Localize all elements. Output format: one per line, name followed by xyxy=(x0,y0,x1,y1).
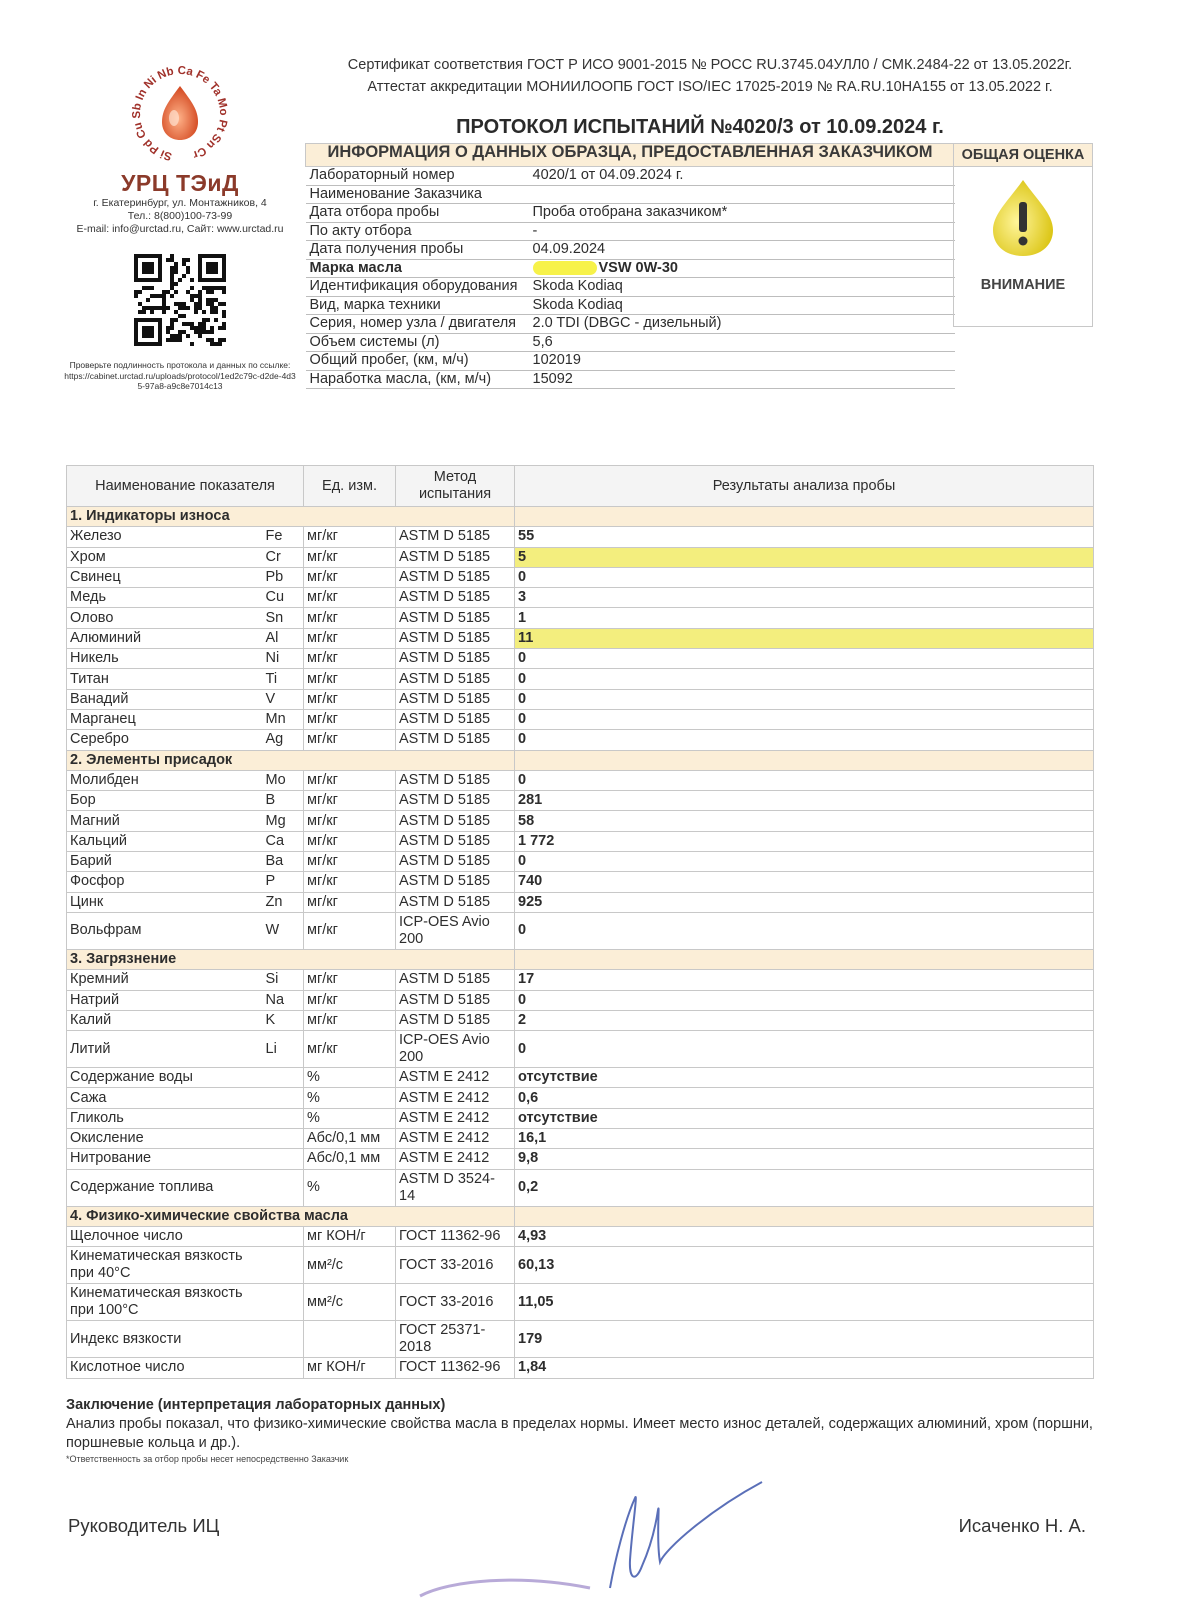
conclusion-note: *Ответственность за отбор пробы несет непосредственно Заказчик xyxy=(66,1454,349,1464)
unit-cell: мм²/с xyxy=(304,1247,396,1284)
indicator-name: Хром xyxy=(67,547,263,567)
element-symbol: B xyxy=(263,791,304,811)
sample-info-row xyxy=(306,241,955,260)
sample-info-row xyxy=(306,333,955,352)
indicator-name: Кремний xyxy=(67,970,263,990)
result-cell: 1 xyxy=(515,608,1094,628)
method-cell: ASTM D 5185 xyxy=(396,990,515,1010)
indicator-name: Серебро xyxy=(67,730,263,750)
method-cell: ASTM E 2412 xyxy=(396,1088,515,1108)
assessment-header: ОБЩАЯ ОЦЕНКА xyxy=(954,144,1092,167)
conclusion xyxy=(66,1396,1096,1465)
element-symbol: Ni xyxy=(263,649,304,669)
company-logo xyxy=(120,58,240,168)
sample-info-row xyxy=(306,204,955,223)
sample-info-key: Идентификация оборудования xyxy=(306,278,529,297)
element-symbol xyxy=(263,1129,304,1149)
oil-drop-logo-icon xyxy=(120,58,240,168)
indicator-name: Свинец xyxy=(67,567,263,587)
table-row xyxy=(67,1010,1094,1030)
sample-info-key: Наработка масла, (км, м/ч) xyxy=(306,370,529,389)
table-row xyxy=(67,1068,1094,1088)
indicator-name: Алюминий xyxy=(67,628,263,648)
section-header-row xyxy=(67,750,1094,770)
method-cell: ICP-OES Avio 200 xyxy=(396,1031,515,1068)
sample-info-key: Общий пробег, (км, м/ч) xyxy=(306,352,529,371)
unit-cell: мг/кг xyxy=(304,527,396,547)
sample-info-value: Skoda Kodiaq xyxy=(529,278,955,297)
section-title: 1. Индикаторы износа xyxy=(67,507,515,527)
table-row xyxy=(67,872,1094,892)
sample-info-row xyxy=(306,167,955,186)
element-symbol: P xyxy=(263,872,304,892)
result-cell: 0 xyxy=(515,730,1094,750)
indicator-name: Железо xyxy=(67,527,263,547)
indicator-name: Цинк xyxy=(67,892,263,912)
table-row xyxy=(67,770,1094,790)
verify-url[interactable]: https://cabinet.urctad.ru/uploads/protocol/1ed2c79c-d2de-4d35-97a8-a9c8e7014c13 xyxy=(64,370,296,391)
method-cell: ГОСТ 33-2016 xyxy=(396,1247,515,1284)
unit-cell: мм²/с xyxy=(304,1284,396,1321)
unit-cell: мг/кг xyxy=(304,770,396,790)
table-row xyxy=(67,1149,1094,1169)
indicator-name: Олово xyxy=(67,608,263,628)
table-row xyxy=(67,852,1094,872)
company-phone: Тел.: 8(800)100-73-99 xyxy=(127,210,233,222)
table-row xyxy=(67,1129,1094,1149)
table-row xyxy=(67,990,1094,1010)
element-symbol: W xyxy=(263,912,304,949)
sample-info-row xyxy=(306,315,955,334)
method-cell: ASTM D 5185 xyxy=(396,689,515,709)
oil-brand-value: VSW 0W-30 xyxy=(598,259,678,276)
unit-cell: % xyxy=(304,1088,396,1108)
element-symbol: K xyxy=(263,1010,304,1030)
assessment-label: ВНИМАНИЕ xyxy=(980,277,1066,293)
unit-cell: % xyxy=(304,1068,396,1088)
unit-cell: Абс/0,1 мм xyxy=(304,1129,396,1149)
method-cell: ASTM D 3524-14 xyxy=(396,1169,515,1206)
method-cell: ASTM E 2412 xyxy=(396,1149,515,1169)
table-row xyxy=(67,1321,1094,1358)
table-row xyxy=(67,669,1094,689)
head-label: Руководитель ИЦ xyxy=(68,1515,220,1536)
element-symbol: Si xyxy=(263,970,304,990)
warning-drop-icon xyxy=(989,178,1057,258)
company-name: УРЦ ТЭиД xyxy=(121,170,239,196)
element-symbol: Cu xyxy=(263,588,304,608)
result-cell: 2 xyxy=(515,1010,1094,1030)
unit-cell: Абс/0,1 мм xyxy=(304,1149,396,1169)
element-symbol: Ag xyxy=(263,730,304,750)
col-header-result: Результаты анализа пробы xyxy=(515,466,1094,507)
result-cell: 0 xyxy=(515,1031,1094,1068)
indicator-name: Марганец xyxy=(67,709,263,729)
results-table xyxy=(66,465,1094,1379)
result-cell: 0 xyxy=(515,990,1094,1010)
table-row xyxy=(67,791,1094,811)
element-symbol: Fe xyxy=(263,527,304,547)
element-symbol: Na xyxy=(263,990,304,1010)
result-cell: 0 xyxy=(515,852,1094,872)
col-header-method: Метод испытания xyxy=(396,466,515,507)
table-row xyxy=(67,1169,1094,1206)
unit-cell: мг КОН/г xyxy=(304,1358,396,1378)
method-cell: ASTM D 5185 xyxy=(396,628,515,648)
sample-info-row xyxy=(306,259,955,278)
method-cell: ГОСТ 25371-2018 xyxy=(396,1321,515,1358)
table-row xyxy=(67,1358,1094,1378)
indicator-name: Медь xyxy=(67,588,263,608)
sample-info-value: 5,6 xyxy=(529,333,955,352)
unit-cell: мг/кг xyxy=(304,709,396,729)
result-cell: 281 xyxy=(515,791,1094,811)
method-cell: ASTM D 5185 xyxy=(396,970,515,990)
unit-cell: мг/кг xyxy=(304,852,396,872)
table-row xyxy=(67,912,1094,949)
logo-elements-text: Si Pd Cu Sb In Ni Nb Ca Fe Ta Mo Pt Sn Cr xyxy=(130,64,230,163)
method-cell: ASTM D 5185 xyxy=(396,547,515,567)
table-row xyxy=(67,1108,1094,1128)
company-block xyxy=(60,58,300,392)
indicator-name: Щелочное число xyxy=(67,1226,263,1246)
conclusion-title: Заключение (интерпретация лабораторных данных) xyxy=(66,1397,446,1413)
unit-cell: мг/кг xyxy=(304,892,396,912)
table-row xyxy=(67,709,1094,729)
sample-info-value: 2.0 TDI (DBGC - дизельный) xyxy=(529,315,955,334)
element-symbol: Ti xyxy=(263,669,304,689)
sample-info-key: Дата отбора пробы xyxy=(306,204,529,223)
unit-cell: мг/кг xyxy=(304,689,396,709)
unit-cell: мг/кг xyxy=(304,669,396,689)
section-header-row xyxy=(67,1206,1094,1226)
element-symbol xyxy=(263,1358,304,1378)
element-symbol xyxy=(263,1068,304,1088)
sample-info-key: Серия, номер узла / двигателя xyxy=(306,315,529,334)
result-cell: 0 xyxy=(515,912,1094,949)
indicator-name: Кинематическая вязкость при 100°С xyxy=(67,1284,263,1321)
sample-info-value xyxy=(529,259,955,278)
method-cell: ГОСТ 11362-96 xyxy=(396,1358,515,1378)
result-cell: 1,84 xyxy=(515,1358,1094,1378)
indicator-name: Сажа xyxy=(67,1088,263,1108)
protocol-title: ПРОТОКОЛ ИСПЫТАНИЙ №4020/3 от 10.09.2024 г. xyxy=(456,116,944,138)
sample-info-table xyxy=(305,143,955,389)
result-cell: 925 xyxy=(515,892,1094,912)
sample-info-value: Проба отобрана заказчиком* xyxy=(529,204,955,223)
table-row xyxy=(67,1284,1094,1321)
section-header-row xyxy=(67,949,1094,969)
sample-info-value: 04.09.2024 xyxy=(529,241,955,260)
unit-cell: мг/кг xyxy=(304,567,396,587)
section-title: 2. Элементы присадок xyxy=(67,750,515,770)
unit-cell: мг/кг xyxy=(304,990,396,1010)
col-header-unit: Ед. изм. xyxy=(304,466,396,507)
result-cell: 179 xyxy=(515,1321,1094,1358)
element-symbol xyxy=(263,1321,304,1358)
element-symbol: Mn xyxy=(263,709,304,729)
method-cell: ICP-OES Avio 200 xyxy=(396,912,515,949)
table-row xyxy=(67,831,1094,851)
table-row xyxy=(67,811,1094,831)
element-symbol xyxy=(263,1226,304,1246)
section-result-cell xyxy=(515,949,1094,969)
result-cell: 16,1 xyxy=(515,1129,1094,1149)
method-cell: ASTM D 5185 xyxy=(396,709,515,729)
result-cell: 11 xyxy=(515,628,1094,648)
section-header-row xyxy=(67,507,1094,527)
element-symbol xyxy=(263,1169,304,1206)
indicator-name: Ванадий xyxy=(67,689,263,709)
verify-block xyxy=(60,360,300,392)
table-row xyxy=(67,567,1094,587)
indicator-name: Содержание воды xyxy=(67,1068,263,1088)
result-cell: 0 xyxy=(515,669,1094,689)
element-symbol xyxy=(263,1108,304,1128)
sample-info-key: Наименование Заказчика xyxy=(306,185,529,204)
indicator-name: Калий xyxy=(67,1010,263,1030)
element-symbol xyxy=(263,1284,304,1321)
indicator-name: Содержание топлива xyxy=(67,1169,263,1206)
table-row xyxy=(67,892,1094,912)
company-email: E-mail: info@urctad.ru, Сайт: www.urctad.ru xyxy=(76,223,284,235)
section-result-cell xyxy=(515,750,1094,770)
company-address: г. Екатеринбург, ул. Монтажников, 4 xyxy=(93,197,267,209)
result-cell: 0,2 xyxy=(515,1169,1094,1206)
method-cell: ASTM D 5185 xyxy=(396,831,515,851)
sample-info-value: Skoda Kodiaq xyxy=(529,296,955,315)
method-cell: ASTM D 5185 xyxy=(396,852,515,872)
indicator-name: Кислотное число xyxy=(67,1358,263,1378)
result-cell: 0 xyxy=(515,649,1094,669)
indicator-name: Никель xyxy=(67,649,263,669)
table-row xyxy=(67,527,1094,547)
unit-cell: мг/кг xyxy=(304,628,396,648)
method-cell: ASTM D 5185 xyxy=(396,872,515,892)
table-row xyxy=(67,547,1094,567)
result-cell: 740 xyxy=(515,872,1094,892)
sample-info-row xyxy=(306,185,955,204)
result-cell: 4,93 xyxy=(515,1226,1094,1246)
sample-info-row xyxy=(306,222,955,241)
element-symbol: Cr xyxy=(263,547,304,567)
element-symbol xyxy=(263,1088,304,1108)
result-cell: 60,13 xyxy=(515,1247,1094,1284)
table-row xyxy=(67,588,1094,608)
overall-assessment xyxy=(953,143,1093,327)
sample-info-row xyxy=(306,352,955,371)
result-cell: 5 xyxy=(515,547,1094,567)
unit-cell: мг/кг xyxy=(304,649,396,669)
table-row xyxy=(67,730,1094,750)
result-cell: 17 xyxy=(515,970,1094,990)
indicator-name: Литий xyxy=(67,1031,263,1068)
result-cell: 0 xyxy=(515,709,1094,729)
unit-cell: мг/кг xyxy=(304,608,396,628)
unit-cell: мг КОН/г xyxy=(304,1226,396,1246)
head-name: Исаченко Н. А. xyxy=(958,1515,1086,1536)
method-cell: ASTM D 5185 xyxy=(396,791,515,811)
col-header-indicator: Наименование показателя xyxy=(67,466,304,507)
qr-code-icon[interactable] xyxy=(134,254,226,346)
indicator-name: Вольфрам xyxy=(67,912,263,949)
sample-info-value: - xyxy=(529,222,955,241)
certificate-line-2: Аттестат аккредитации МОНИИЛООПБ ГОСТ ISO/IEC 17025-2019 № RA.RU.10НА155 от 13.05.2022 г. xyxy=(367,79,1053,95)
indicator-name: Натрий xyxy=(67,990,263,1010)
method-cell: ASTM D 5185 xyxy=(396,770,515,790)
table-row xyxy=(67,649,1094,669)
unit-cell: мг/кг xyxy=(304,811,396,831)
result-cell: 0 xyxy=(515,567,1094,587)
sample-info-key: Объем системы (л) xyxy=(306,333,529,352)
verify-text: Проверьте подлинность протокола и данных по ссылке: xyxy=(69,360,291,370)
unit-cell: мг/кг xyxy=(304,1031,396,1068)
element-symbol: Li xyxy=(263,1031,304,1068)
indicator-name: Фосфор xyxy=(67,872,263,892)
method-cell: ГОСТ 11362-96 xyxy=(396,1226,515,1246)
indicator-name: Нитрование xyxy=(67,1149,263,1169)
indicator-name: Индекс вязкости xyxy=(67,1321,263,1358)
element-symbol xyxy=(263,1247,304,1284)
section-result-cell xyxy=(515,507,1094,527)
indicator-name: Кальций xyxy=(67,831,263,851)
result-cell: отсутствие xyxy=(515,1068,1094,1088)
result-cell: 3 xyxy=(515,588,1094,608)
sample-info-key: Лабораторный номер xyxy=(306,167,529,186)
indicator-name: Молибден xyxy=(67,770,263,790)
sample-info-row xyxy=(306,370,955,389)
sample-info-key: Марка масла xyxy=(306,259,529,278)
table-row xyxy=(67,628,1094,648)
indicator-name: Магний xyxy=(67,811,263,831)
method-cell: ASTM D 5185 xyxy=(396,1010,515,1030)
result-cell: 11,05 xyxy=(515,1284,1094,1321)
method-cell: ASTM D 5185 xyxy=(396,892,515,912)
element-symbol: V xyxy=(263,689,304,709)
redaction-highlight xyxy=(533,261,597,275)
element-symbol xyxy=(263,1149,304,1169)
result-cell: 9,8 xyxy=(515,1149,1094,1169)
sample-info-value: 102019 xyxy=(529,352,955,371)
table-row xyxy=(67,970,1094,990)
element-symbol: Mo xyxy=(263,770,304,790)
unit-cell: мг/кг xyxy=(304,831,396,851)
unit-cell xyxy=(304,1321,396,1358)
table-row xyxy=(67,689,1094,709)
method-cell: ASTM D 5185 xyxy=(396,649,515,669)
sample-info-key: Дата получения пробы xyxy=(306,241,529,260)
unit-cell: мг/кг xyxy=(304,912,396,949)
sample-info-value: 15092 xyxy=(529,370,955,389)
method-cell: ASTM D 5185 xyxy=(396,608,515,628)
element-symbol: Sn xyxy=(263,608,304,628)
unit-cell: мг/кг xyxy=(304,872,396,892)
method-cell: ASTM E 2412 xyxy=(396,1108,515,1128)
method-cell: ASTM D 5185 xyxy=(396,527,515,547)
indicator-name: Окисление xyxy=(67,1129,263,1149)
method-cell: ASTM D 5185 xyxy=(396,730,515,750)
result-cell: 0,6 xyxy=(515,1088,1094,1108)
method-cell: ГОСТ 33-2016 xyxy=(396,1284,515,1321)
sample-info-value xyxy=(529,185,955,204)
sample-info-row xyxy=(306,278,955,297)
section-title: 3. Загрязнение xyxy=(67,949,515,969)
result-cell: 1 772 xyxy=(515,831,1094,851)
method-cell: ASTM D 5185 xyxy=(396,567,515,587)
method-cell: ASTM D 5185 xyxy=(396,588,515,608)
unit-cell: мг/кг xyxy=(304,588,396,608)
element-symbol: Al xyxy=(263,628,304,648)
table-row xyxy=(67,1226,1094,1246)
result-cell: 58 xyxy=(515,811,1094,831)
method-cell: ASTM D 5185 xyxy=(396,669,515,689)
unit-cell: мг/кг xyxy=(304,547,396,567)
element-symbol: Zn xyxy=(263,892,304,912)
result-cell: отсутствие xyxy=(515,1108,1094,1128)
certificate-line-1: Сертификат соответствия ГОСТ Р ИСО 9001-2015 № РОСС RU.3745.04УЛЛ0 / СМК.2484-22 от 13.05.2022г. xyxy=(347,57,1073,73)
method-cell: ASTM E 2412 xyxy=(396,1068,515,1088)
table-row xyxy=(67,1088,1094,1108)
sample-info-key: Вид, марка техники xyxy=(306,296,529,315)
unit-cell: % xyxy=(304,1108,396,1128)
signature-icon xyxy=(410,1470,790,1598)
table-row xyxy=(67,608,1094,628)
indicator-name: Барий xyxy=(67,852,263,872)
element-symbol: Pb xyxy=(263,567,304,587)
unit-cell: % xyxy=(304,1169,396,1206)
result-cell: 0 xyxy=(515,770,1094,790)
indicator-name: Кинематическая вязкость при 40°С xyxy=(67,1247,263,1284)
table-row xyxy=(67,1247,1094,1284)
sample-info-header: ИНФОРМАЦИЯ О ДАННЫХ ОБРАЗЦА, ПРЕДОСТАВЛЕННАЯ ЗАКАЗЧИКОМ xyxy=(306,144,955,167)
unit-cell: мг/кг xyxy=(304,970,396,990)
unit-cell: мг/кг xyxy=(304,791,396,811)
conclusion-text: Анализ пробы показал, что физико-химические свойства масла в пределах нормы. Имеет место износ деталей, содержащих алюминий, хром (поршни, поршневые кольца и др.). xyxy=(66,1416,1093,1451)
unit-cell: мг/кг xyxy=(304,730,396,750)
sample-info-value: 4020/1 от 04.09.2024 г. xyxy=(529,167,955,186)
section-title: 4. Физико-химические свойства масла xyxy=(67,1206,515,1226)
section-result-cell xyxy=(515,1206,1094,1226)
result-cell: 55 xyxy=(515,527,1094,547)
indicator-name: Гликоль xyxy=(67,1108,263,1128)
element-symbol: Ba xyxy=(263,852,304,872)
method-cell: ASTM D 5185 xyxy=(396,811,515,831)
certificate-info xyxy=(300,54,1120,98)
table-row xyxy=(67,1031,1094,1068)
sample-info-key: По акту отбора xyxy=(306,222,529,241)
indicator-name: Бор xyxy=(67,791,263,811)
indicator-name: Титан xyxy=(67,669,263,689)
sample-info-row xyxy=(306,296,955,315)
result-cell: 0 xyxy=(515,689,1094,709)
unit-cell: мг/кг xyxy=(304,1010,396,1030)
element-symbol: Mg xyxy=(263,811,304,831)
method-cell: ASTM E 2412 xyxy=(396,1129,515,1149)
element-symbol: Ca xyxy=(263,831,304,851)
